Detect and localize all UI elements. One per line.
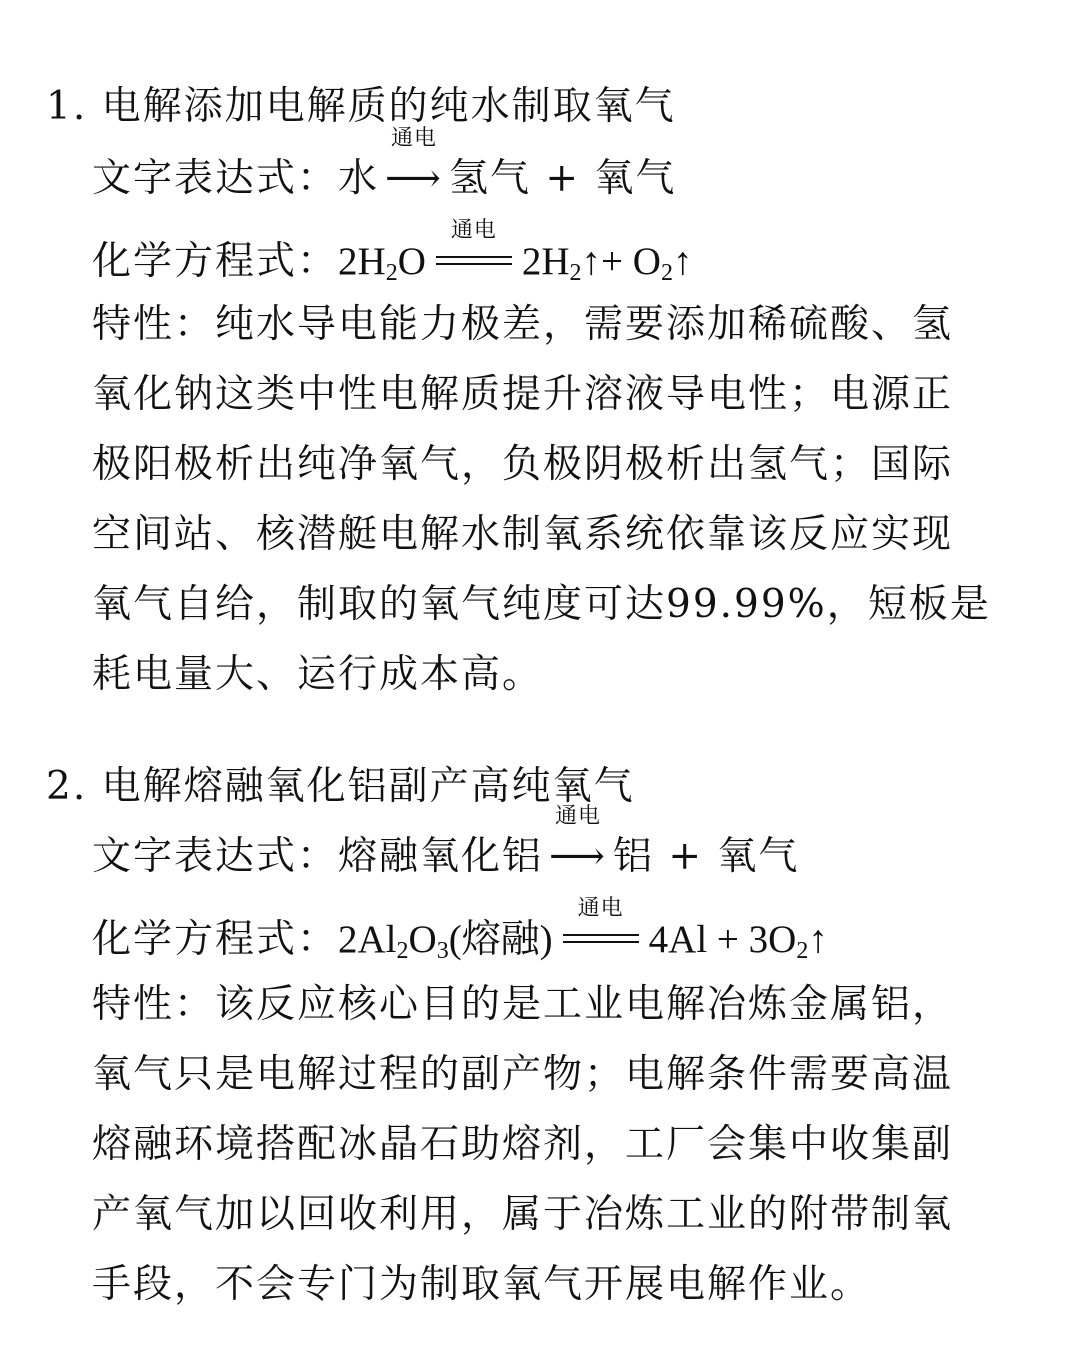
right-arrow-icon: ⟶ <box>385 156 443 201</box>
condition-label: 通电 <box>577 896 624 921</box>
section-2-word-equation <box>92 804 800 882</box>
chemical-formula-products: $2H_2↑+$ $O_2↑$ <box>521 240 693 286</box>
reaction-arrow <box>549 804 607 882</box>
word-reactant: 水 <box>338 156 380 201</box>
section-1-heading: 1. 电解添加电解质的纯水制取氧气 <box>46 84 676 129</box>
section-1-chemical-equation <box>92 218 693 287</box>
word-reactant: 熔融氧化铝 <box>338 834 544 879</box>
description-line: 氧化钠这类中性电解质提升溶液导电性；电源正 <box>92 372 954 417</box>
chemical-formula-reactants: $2Al_2O_3$ <box>338 918 449 964</box>
description-line: 产氧气加以回收利用，属于冶炼工业的附带制氧 <box>92 1192 954 1237</box>
section-1-word-equation <box>92 126 677 204</box>
word-products: 铝 + 氧气 <box>612 834 800 879</box>
description-line: 特性：该反应核心目的是工业电解冶炼金属铝， <box>92 982 954 1027</box>
description-line: 极阳极析出纯净氧气，负极阴极析出氢气；国际 <box>92 442 954 487</box>
description-line: 熔融环境搭配冰晶石助熔剂，工厂会集中收集副 <box>92 1122 954 1167</box>
condition-label: 通电 <box>554 804 601 829</box>
description-line: 氧气只是电解过程的副产物；电解条件需要高温 <box>92 1052 954 1097</box>
word-equation-label: 文字表达式： <box>92 156 339 201</box>
reactant-state: (熔融) <box>448 918 553 961</box>
description-line: 手段，不会专门为制取氧气开展电解作业。 <box>92 1262 872 1307</box>
chemical-formula-products: $4Al + 3O_2↑$ <box>648 918 828 964</box>
word-equation-label: 文字表达式： <box>92 834 339 879</box>
section-1-description <box>92 290 1047 710</box>
double-line-sign <box>436 218 512 274</box>
description-line: 氧气自给，制取的氧气纯度可达99.99%，短板是 <box>92 582 991 627</box>
condition-label: 通电 <box>450 218 497 243</box>
section-2-chemical-equation <box>92 896 828 965</box>
word-products: 氢气 + 氧气 <box>448 156 677 201</box>
chemical-formula-reactants: $2H_2O$ <box>338 240 426 286</box>
description-line: 耗电量大、运行成本高。 <box>92 652 544 697</box>
section-2-heading: 2. 电解熔融氧化铝副产高纯氧气 <box>46 764 635 809</box>
description-line: 空间站、核潜艇电解水制氧系统依靠该反应实现 <box>92 512 954 557</box>
section-2-description <box>92 970 1047 1320</box>
condition-label: 通电 <box>390 126 437 151</box>
description-line: 特性：纯水导电能力极差，需要添加稀硫酸、氢 <box>92 302 954 347</box>
chemical-equation-label: 化学方程式： <box>92 239 339 284</box>
chemical-equation-label: 化学方程式： <box>92 917 339 962</box>
right-arrow-icon: ⟶ <box>549 834 607 879</box>
reaction-arrow <box>385 126 443 204</box>
double-line-sign <box>563 896 639 952</box>
